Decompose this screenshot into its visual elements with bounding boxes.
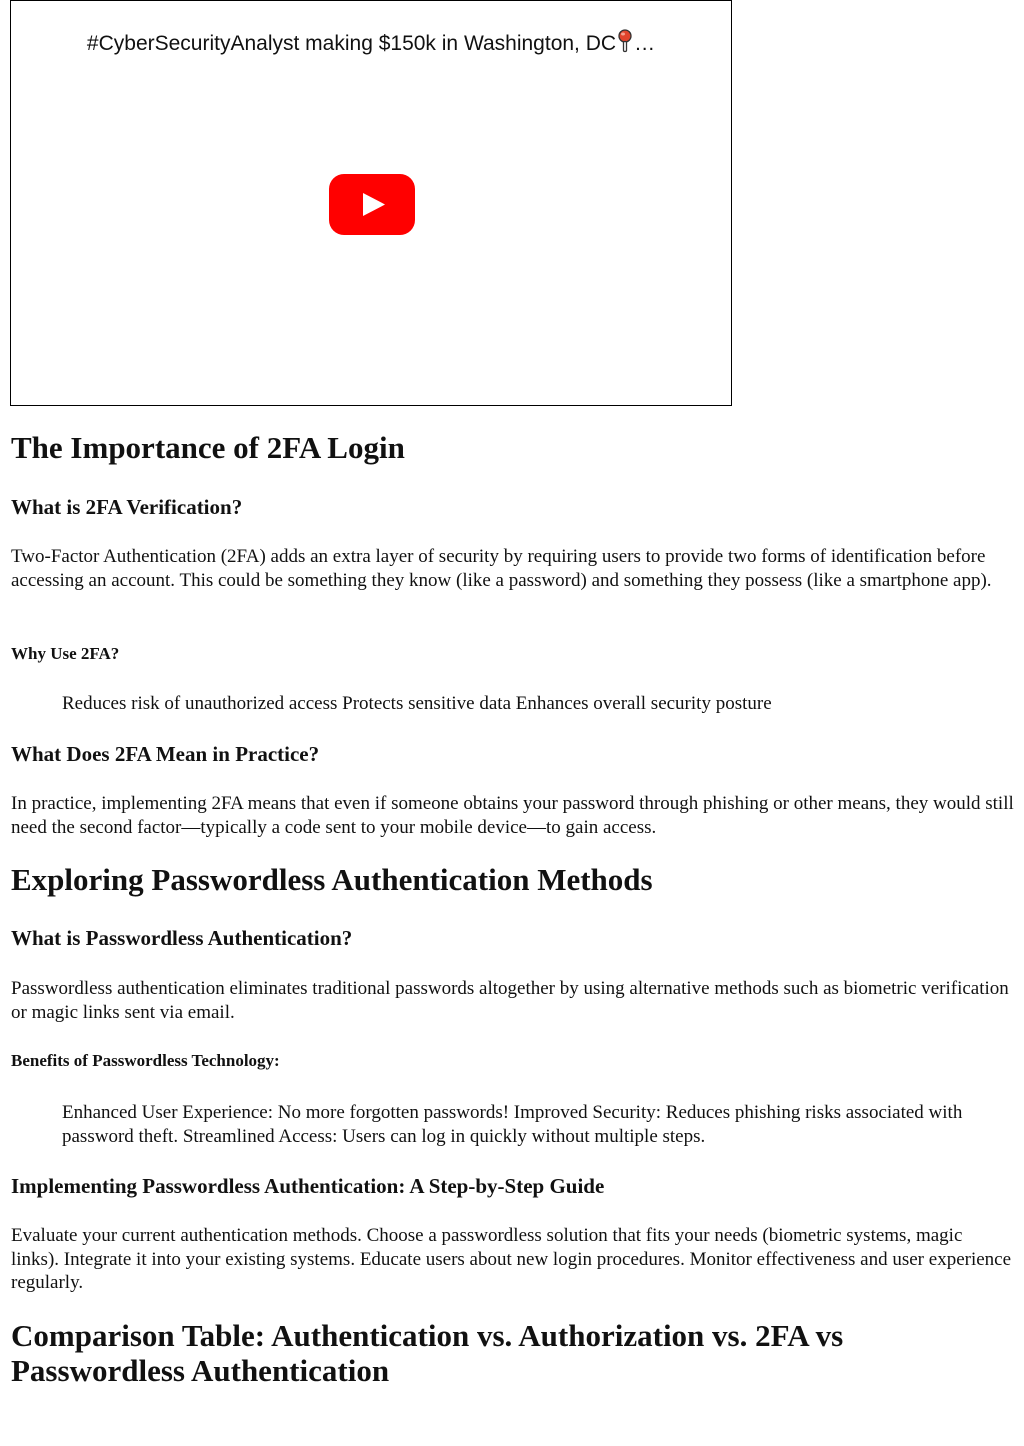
list-benefits-passwordless: Enhanced User Experience: No more forgotten passwords! Improved Security: Reduces phishing risks associated with password theft. Streamlined Access: Users can log in quickly without multiple steps.: [62, 1102, 963, 1147]
section-heading-2fa-importance: The Importance of 2FA Login: [11, 430, 405, 465]
subheading-benefits-passwordless: Benefits of Passwordless Technology:: [11, 1051, 280, 1070]
title-ellipsis: …: [634, 32, 656, 55]
subheading-what-is-2fa: What is 2FA Verification?: [11, 495, 243, 519]
subheading-implementing-passwordless: Implementing Passwordless Authentication: A Step-by-Step Guide: [11, 1174, 605, 1198]
section-heading-passwordless: Exploring Passwordless Authentication Methods: [11, 862, 653, 897]
youtube-video-embed[interactable]: [10, 0, 732, 406]
list-why-use-2fa: Reduces risk of unauthorized access Protects sensitive data Enhances overall security posture: [62, 693, 772, 714]
paragraph-implementing-passwordless: Evaluate your current authentication methods. Choose a passwordless solution that fits your needs (biometric systems, magic links). Integrate it into your existing systems. Educate users about new login procedures. Monitor effectiveness and user experience regularly.: [11, 1225, 1012, 1293]
play-button[interactable]: [329, 174, 415, 235]
video-title[interactable]: #CyberSecurityAnalyst making $150k in Washington, DC: [86, 32, 617, 55]
paragraph-what-is-2fa: Two-Factor Authentication (2FA) adds an extra layer of security by requiring users to provide two forms of identification before accessing an account. This could be something they know (like a password) and something they possess (like a smartphone app).: [11, 546, 992, 591]
subheading-what-is-passwordless: What is Passwordless Authentication?: [11, 926, 353, 950]
paragraph-what-is-passwordless: Passwordless authentication eliminates traditional passwords altogether by using alternative methods such as biometric verification or magic links sent via email.: [11, 978, 1009, 1023]
subheading-why-use-2fa: Why Use 2FA?: [11, 644, 120, 663]
youtube-play-icon[interactable]: [329, 174, 415, 235]
section-heading-comparison-line2: Passwordless Authentication: [11, 1353, 390, 1388]
video-title-row[interactable]: [11, 29, 731, 59]
map-pin-icon: [617, 29, 633, 59]
paragraph-2fa-in-practice: In practice, implementing 2FA means that even if someone obtains your password through phishing or other means, they would still need the second factor—typically a code sent to your mobile device—to gain access.: [11, 793, 1014, 838]
section-heading-comparison-line1: Comparison Table: Authentication vs. Authorization vs. 2FA vs: [11, 1318, 844, 1353]
subheading-2fa-in-practice: What Does 2FA Mean in Practice?: [11, 742, 320, 766]
